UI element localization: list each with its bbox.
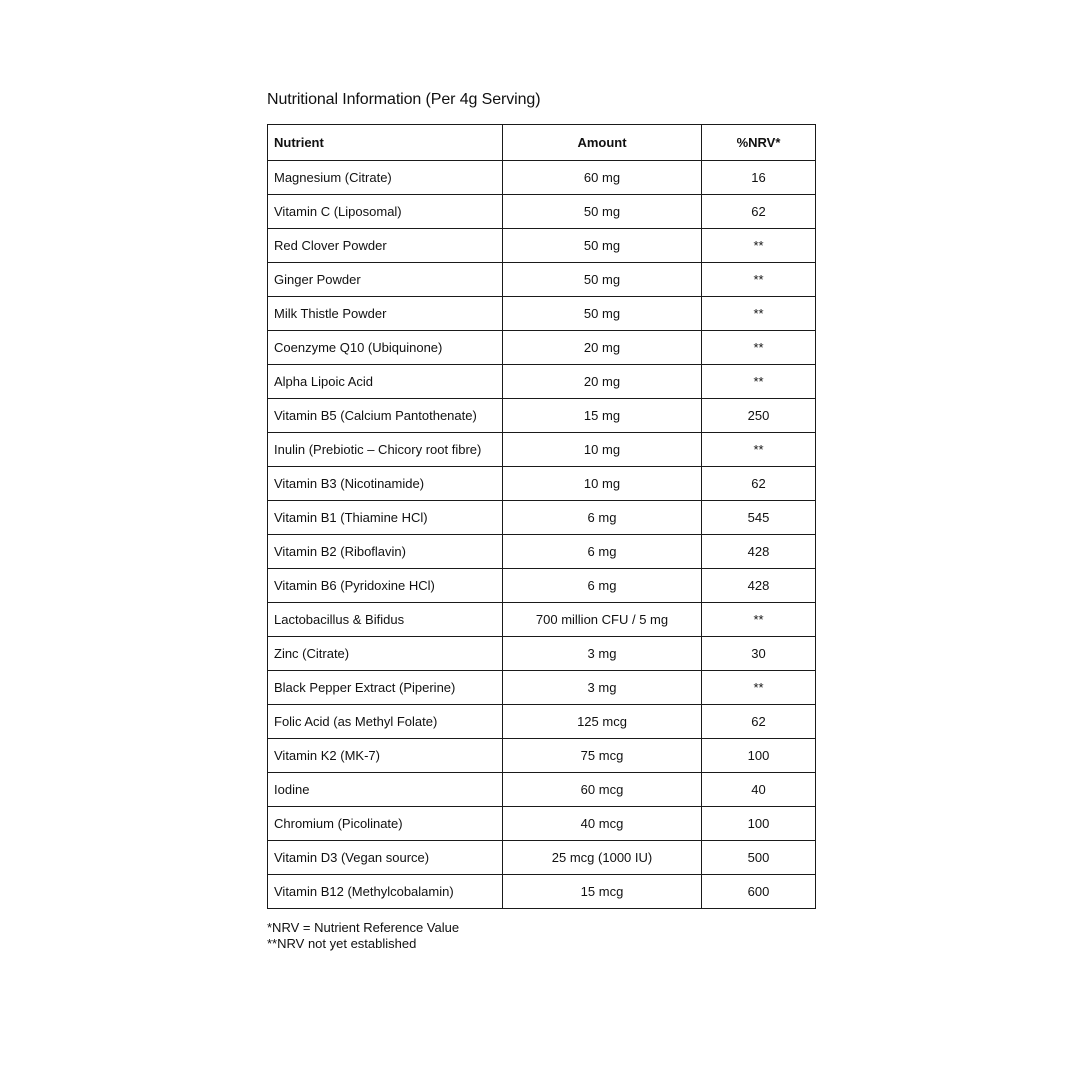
- table-row: [268, 501, 816, 535]
- table-row: [268, 195, 816, 229]
- table-row: [268, 399, 816, 433]
- cell-nutrient: Alpha Lipoic Acid: [268, 365, 503, 399]
- table-row: [268, 739, 816, 773]
- cell-nutrient: Vitamin C (Liposomal): [268, 195, 503, 229]
- nutrition-table: [267, 124, 816, 909]
- cell-amount: 75 mcg: [503, 739, 702, 773]
- cell-nutrient: Milk Thistle Powder: [268, 297, 503, 331]
- cell-nrv: **: [702, 229, 816, 263]
- cell-amount: 50 mg: [503, 263, 702, 297]
- cell-nrv: **: [702, 433, 816, 467]
- table-row: [268, 841, 816, 875]
- cell-amount: 20 mg: [503, 365, 702, 399]
- table-row: [268, 161, 816, 195]
- cell-nutrient: Red Clover Powder: [268, 229, 503, 263]
- cell-nrv: 62: [702, 705, 816, 739]
- cell-nutrient: Vitamin B3 (Nicotinamide): [268, 467, 503, 501]
- cell-amount: 700 million CFU / 5 mg: [503, 603, 702, 637]
- table-row: [268, 535, 816, 569]
- cell-nutrient: Vitamin B2 (Riboflavin): [268, 535, 503, 569]
- cell-nutrient: Vitamin B12 (Methylcobalamin): [268, 875, 503, 909]
- cell-nrv: **: [702, 603, 816, 637]
- footnote-nrv-definition: *NRV = Nutrient Reference Value: [267, 920, 460, 935]
- table-row: [268, 331, 816, 365]
- cell-amount: 15 mcg: [503, 875, 702, 909]
- cell-amount: 6 mg: [503, 535, 702, 569]
- footnotes: [267, 920, 815, 952]
- cell-nutrient: Black Pepper Extract (Piperine): [268, 671, 503, 705]
- cell-nrv: 100: [702, 807, 816, 841]
- cell-nrv: 600: [702, 875, 816, 909]
- table-row: [268, 297, 816, 331]
- table-row: [268, 229, 816, 263]
- cell-nrv: **: [702, 331, 816, 365]
- cell-nutrient: Vitamin D3 (Vegan source): [268, 841, 503, 875]
- cell-amount: 20 mg: [503, 331, 702, 365]
- cell-amount: 50 mg: [503, 297, 702, 331]
- cell-nrv: 62: [702, 195, 816, 229]
- cell-nrv: 16: [702, 161, 816, 195]
- table-row: [268, 433, 816, 467]
- cell-amount: 3 mg: [503, 671, 702, 705]
- cell-nutrient: Vitamin B5 (Calcium Pantothenate): [268, 399, 503, 433]
- cell-amount: 10 mg: [503, 433, 702, 467]
- nutrition-panel: [267, 88, 815, 952]
- cell-amount: 50 mg: [503, 195, 702, 229]
- table-row: [268, 705, 816, 739]
- cell-nrv: **: [702, 365, 816, 399]
- cell-nrv: **: [702, 263, 816, 297]
- cell-amount: 6 mg: [503, 569, 702, 603]
- cell-amount: 60 mcg: [503, 773, 702, 807]
- header-nrv: %NRV*: [702, 125, 816, 161]
- cell-nutrient: Folic Acid (as Methyl Folate): [268, 705, 503, 739]
- cell-nrv: 250: [702, 399, 816, 433]
- page-title: Nutritional Information (Per 4g Serving): [267, 91, 541, 108]
- cell-amount: 10 mg: [503, 467, 702, 501]
- cell-nutrient: Zinc (Citrate): [268, 637, 503, 671]
- header-nutrient: Nutrient: [268, 125, 503, 161]
- cell-nutrient: Inulin (Prebiotic – Chicory root fibre): [268, 433, 503, 467]
- cell-amount: 25 mcg (1000 IU): [503, 841, 702, 875]
- cell-amount: 60 mg: [503, 161, 702, 195]
- cell-nutrient: Vitamin B1 (Thiamine HCl): [268, 501, 503, 535]
- cell-nrv: 428: [702, 569, 816, 603]
- cell-nrv: 428: [702, 535, 816, 569]
- table-row: [268, 263, 816, 297]
- cell-nutrient: Ginger Powder: [268, 263, 503, 297]
- cell-nutrient: Coenzyme Q10 (Ubiquinone): [268, 331, 503, 365]
- cell-nutrient: Chromium (Picolinate): [268, 807, 503, 841]
- header-amount: Amount: [503, 125, 702, 161]
- table-body: [268, 161, 816, 909]
- footnote-nrv-not-established: **NRV not yet established: [267, 936, 417, 951]
- cell-amount: 40 mcg: [503, 807, 702, 841]
- cell-nrv: 62: [702, 467, 816, 501]
- cell-nrv: 100: [702, 739, 816, 773]
- table-row: [268, 365, 816, 399]
- cell-nrv: 500: [702, 841, 816, 875]
- cell-amount: 3 mg: [503, 637, 702, 671]
- cell-nrv: 40: [702, 773, 816, 807]
- cell-nutrient: Vitamin K2 (MK-7): [268, 739, 503, 773]
- table-header-row: [268, 125, 816, 161]
- table-row: [268, 569, 816, 603]
- table-row: [268, 875, 816, 909]
- table-row: [268, 671, 816, 705]
- cell-nutrient: Vitamin B6 (Pyridoxine HCl): [268, 569, 503, 603]
- cell-amount: 6 mg: [503, 501, 702, 535]
- cell-amount: 15 mg: [503, 399, 702, 433]
- cell-amount: 50 mg: [503, 229, 702, 263]
- cell-nutrient: Iodine: [268, 773, 503, 807]
- cell-nrv: 545: [702, 501, 816, 535]
- table-row: [268, 807, 816, 841]
- cell-nrv: 30: [702, 637, 816, 671]
- cell-nrv: **: [702, 671, 816, 705]
- table-row: [268, 637, 816, 671]
- cell-nutrient: Magnesium (Citrate): [268, 161, 503, 195]
- table-row: [268, 603, 816, 637]
- cell-nutrient: Lactobacillus & Bifidus: [268, 603, 503, 637]
- table-row: [268, 467, 816, 501]
- cell-nrv: **: [702, 297, 816, 331]
- cell-amount: 125 mcg: [503, 705, 702, 739]
- table-row: [268, 773, 816, 807]
